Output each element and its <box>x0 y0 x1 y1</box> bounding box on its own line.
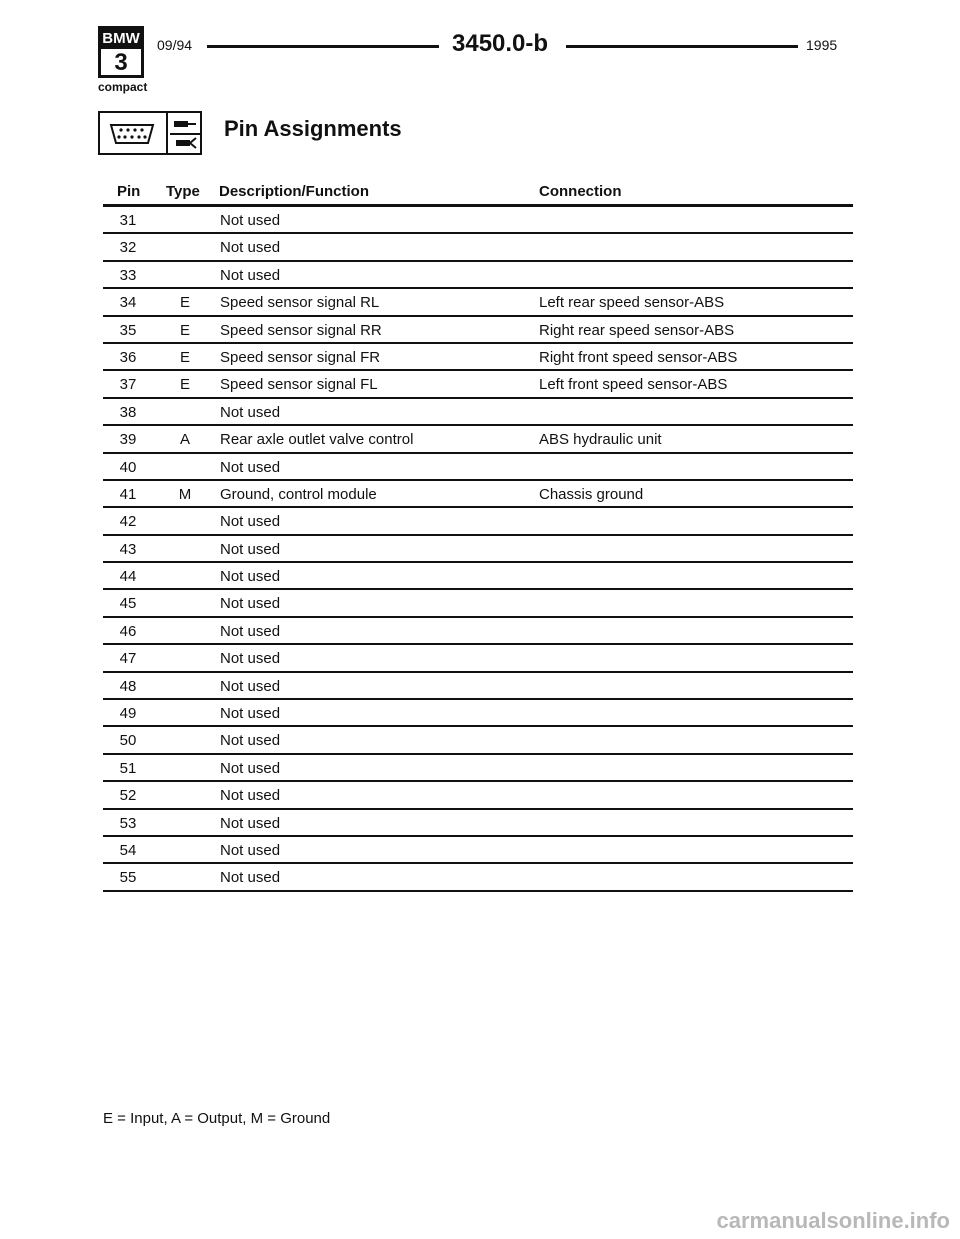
table-row <box>103 782 853 809</box>
pin-number: 48 <box>119 677 137 695</box>
connector-plug-icon <box>108 123 156 145</box>
pin-description: Not used <box>220 841 281 859</box>
pin-description: Speed sensor signal FL <box>220 376 378 394</box>
table-row <box>103 399 853 426</box>
section-title: Pin Assignments <box>224 116 402 141</box>
pin-number: 53 <box>119 814 137 832</box>
table-row <box>103 207 853 234</box>
pin-type: E <box>179 376 190 394</box>
pin-number: 44 <box>119 568 137 586</box>
table-row <box>103 864 853 891</box>
pin-description: Not used <box>220 732 281 750</box>
pin-description: Not used <box>220 403 281 421</box>
pin-description: Not used <box>220 568 281 586</box>
pin-connection: ABS hydraulic unit <box>539 431 662 449</box>
table-row <box>103 262 853 289</box>
pin-type: E <box>179 294 190 312</box>
column-header-type: Type <box>166 183 200 200</box>
table-row <box>103 837 853 864</box>
pin-number: 36 <box>119 348 137 366</box>
pin-type: M <box>178 485 192 503</box>
column-header-connection: Connection <box>539 183 622 200</box>
table-row <box>103 481 853 508</box>
pin-connection: Chassis ground <box>539 485 644 503</box>
icon-divider <box>166 113 168 153</box>
table-row <box>103 317 853 344</box>
connector-icon-box <box>98 111 202 155</box>
pin-type: A <box>179 431 190 449</box>
watermark-footer[interactable]: carmanualsonline.info <box>716 1208 950 1233</box>
table-row <box>103 645 853 672</box>
table-row <box>103 700 853 727</box>
pin-description: Speed sensor signal FR <box>220 348 381 366</box>
pin-description: Not used <box>220 595 281 613</box>
table-row <box>103 344 853 371</box>
header-date: 09/94 <box>157 37 193 53</box>
table-row <box>103 289 853 316</box>
pin-number: 54 <box>119 841 137 859</box>
pin-connection: Right front speed sensor-ABS <box>539 348 738 366</box>
table-row <box>103 810 853 837</box>
pin-number: 31 <box>119 212 137 229</box>
pin-description: Not used <box>220 540 281 558</box>
pin-number: 55 <box>119 869 137 887</box>
header-year: 1995 <box>806 37 838 53</box>
table-row <box>103 673 853 700</box>
pin-type: E <box>179 348 190 366</box>
pin-number: 42 <box>119 513 137 531</box>
pin-description: Speed sensor signal RR <box>220 321 382 339</box>
table-row <box>103 234 853 261</box>
pin-number: 34 <box>119 294 137 312</box>
pin-description: Rear axle outlet valve control <box>220 431 414 449</box>
pin-description: Not used <box>220 458 281 476</box>
logo-brand: BMW <box>102 30 140 47</box>
pin-type-symbol-icon <box>170 115 200 153</box>
table-row <box>103 618 853 645</box>
pin-number: 45 <box>119 595 137 613</box>
pin-description: Not used <box>220 239 281 257</box>
pin-connection: Left front speed sensor-ABS <box>539 376 728 394</box>
pin-number: 41 <box>119 485 137 503</box>
pin-description: Not used <box>220 513 281 531</box>
logo-series: 3 <box>114 49 128 76</box>
pin-connection: Left rear speed sensor-ABS <box>539 294 725 312</box>
pin-number: 39 <box>119 431 137 449</box>
pin-number: 40 <box>119 458 137 476</box>
pin-description: Not used <box>220 705 281 723</box>
pin-description: Not used <box>220 869 281 887</box>
table-row <box>103 454 853 481</box>
pin-number: 37 <box>119 376 137 394</box>
pin-connection: Right rear speed sensor-ABS <box>539 321 735 339</box>
column-header-pin: Pin <box>117 183 141 200</box>
table-row <box>103 590 853 617</box>
document-code: 3450.0-b <box>452 30 549 57</box>
pin-description: Not used <box>220 759 281 777</box>
pin-number: 32 <box>119 239 137 257</box>
pin-number: 43 <box>119 540 137 558</box>
pin-number: 49 <box>119 705 137 723</box>
pin-description: Not used <box>220 814 281 832</box>
table-row <box>103 536 853 563</box>
column-header-description: Description/Function <box>219 183 369 200</box>
type-legend: E = Input, A = Output, M = Ground <box>103 1110 331 1127</box>
pin-description: Not used <box>220 650 281 668</box>
pin-description: Not used <box>220 677 281 695</box>
pin-type: E <box>179 321 190 339</box>
table-row <box>103 371 853 398</box>
pin-number: 50 <box>119 732 137 750</box>
pin-number: 33 <box>119 266 137 284</box>
pin-description: Not used <box>220 622 281 640</box>
header-rule-right <box>566 45 798 48</box>
table-row <box>103 563 853 590</box>
pin-description: Ground, control module <box>220 485 377 503</box>
pin-number: 51 <box>119 759 137 777</box>
pin-description: Not used <box>220 212 281 229</box>
logo-subtitle: compact <box>98 80 148 94</box>
table-row <box>103 508 853 535</box>
pin-description: Not used <box>220 787 281 805</box>
pin-number: 47 <box>119 650 137 668</box>
pin-number: 38 <box>119 403 137 421</box>
table-row <box>103 426 853 453</box>
pin-table <box>103 207 853 892</box>
pin-number: 35 <box>119 321 137 339</box>
header-rule-left <box>207 45 439 48</box>
bmw-3-logo <box>98 26 144 78</box>
pin-description: Speed sensor signal RL <box>220 294 380 312</box>
table-row <box>103 755 853 782</box>
pin-description: Not used <box>220 266 281 284</box>
pin-number: 46 <box>119 622 137 640</box>
table-row <box>103 727 853 754</box>
pin-number: 52 <box>119 787 137 805</box>
